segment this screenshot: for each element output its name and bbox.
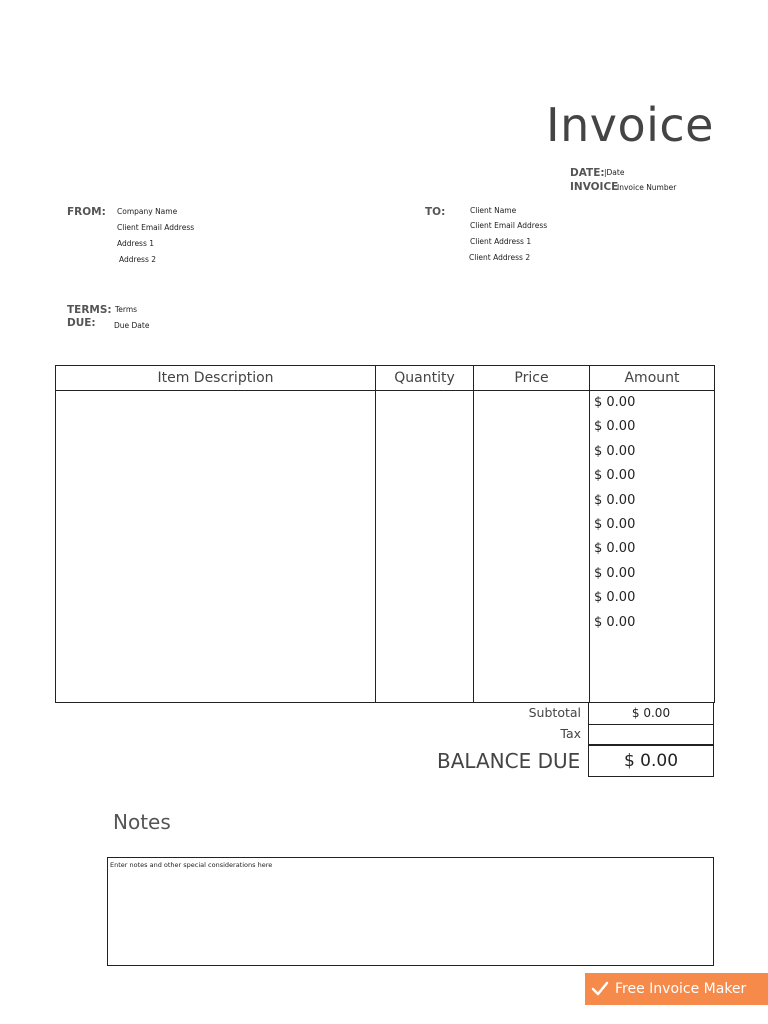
price-column[interactable] — [474, 391, 590, 703]
to-client-name[interactable]: Client Name — [470, 206, 517, 215]
to-client-address-1[interactable]: Client Address 1 — [470, 237, 532, 246]
tax-value[interactable] — [588, 723, 714, 745]
from-address-2[interactable]: Address 2 — [119, 255, 157, 264]
balance-due-label: BALANCE DUE — [437, 749, 581, 773]
from-address-1[interactable]: Address 1 — [117, 239, 155, 248]
amount-row-5: $ 0.00 — [594, 492, 636, 508]
from-company-name[interactable]: Company Name — [117, 207, 178, 216]
amount-row-3: $ 0.00 — [594, 443, 636, 459]
amount-row-7: $ 0.00 — [594, 541, 636, 557]
invoice-number-value[interactable]: Invoice Number — [617, 183, 677, 192]
checkmark-icon — [591, 981, 609, 997]
header-item-description: Item Description — [56, 366, 376, 391]
amount-row-8: $ 0.00 — [594, 565, 636, 581]
from-email[interactable]: Client Email Address — [117, 223, 195, 232]
to-client-address-2[interactable]: Client Address 2 — [469, 253, 531, 262]
amount-row-6: $ 0.00 — [594, 516, 636, 532]
quantity-column[interactable] — [376, 391, 474, 703]
free-invoice-maker-badge[interactable] — [585, 973, 768, 1005]
date-value[interactable]: |Date — [604, 168, 625, 177]
balance-due-value: $ 0.00 — [588, 745, 714, 777]
from-label: FROM: — [67, 206, 106, 218]
terms-value[interactable]: Terms — [115, 305, 138, 314]
amount-row-10: $ 0.00 — [594, 614, 636, 630]
header-quantity: Quantity — [376, 366, 474, 391]
notes-box[interactable] — [107, 857, 714, 966]
brand-label: Free Invoice Maker — [615, 981, 747, 997]
to-client-email[interactable]: Client Email Address — [470, 221, 548, 230]
subtotal-label: Subtotal — [528, 705, 581, 720]
amount-row-2: $ 0.00 — [594, 419, 636, 435]
amount-row-4: $ 0.00 — [594, 468, 636, 484]
date-label: DATE: — [570, 167, 605, 179]
terms-label: TERMS: — [67, 304, 112, 316]
due-label: DUE: — [67, 317, 96, 329]
header-amount: Amount — [590, 366, 715, 391]
subtotal-value: $ 0.00 — [588, 702, 714, 725]
header-price: Price — [474, 366, 590, 391]
notes-title: Notes — [113, 810, 171, 834]
tax-label: Tax — [560, 726, 581, 741]
amount-column — [590, 391, 715, 703]
to-label: TO: — [425, 206, 446, 218]
invoice-title: Invoice — [546, 98, 714, 152]
items-table — [55, 365, 715, 703]
item-description-column[interactable] — [56, 391, 376, 703]
due-value[interactable]: Due Date — [114, 321, 150, 330]
amount-row-9: $ 0.00 — [594, 590, 636, 606]
invoice-number-label: INVOICE — [570, 181, 619, 193]
amount-row-1: $ 0.00 — [594, 395, 636, 410]
notes-text: Enter notes and other special considerations here — [110, 861, 273, 869]
